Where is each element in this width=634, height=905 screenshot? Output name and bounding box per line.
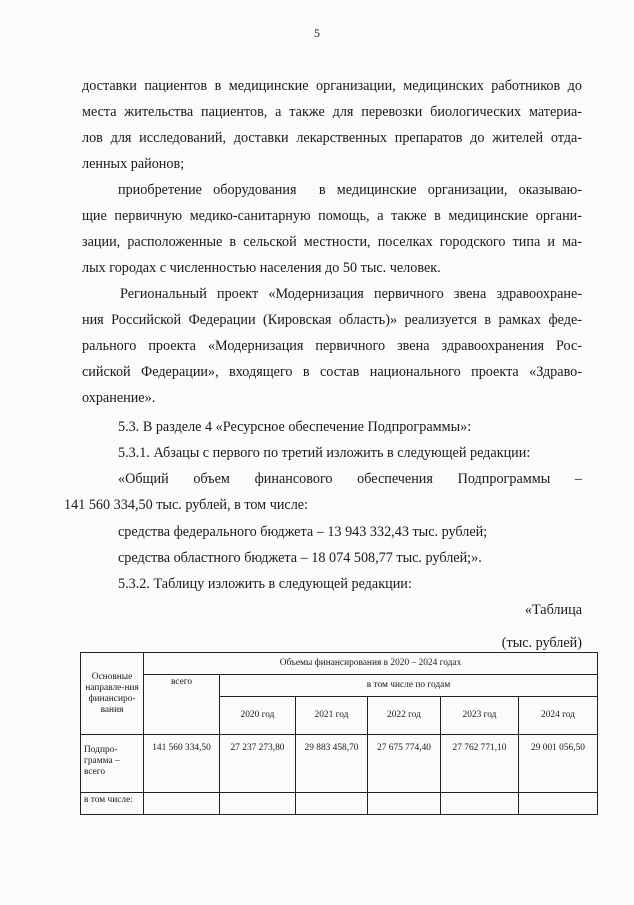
row-label: Подпро-грамма – всего — [81, 735, 144, 793]
section-heading: 5.3. В разделе 4 «Ресурсное обеспечение Подпрограммы»: — [118, 419, 472, 435]
text-line: ленных районов; — [82, 156, 185, 172]
units-label: (тыс. рублей) — [501, 635, 582, 651]
year-header: 2023 год — [441, 697, 519, 735]
cell-value — [519, 793, 598, 815]
table-label: «Таблица — [524, 602, 582, 618]
cell-value: 27 762 771,10 — [441, 735, 519, 793]
text-line: 5.3.1. Абзацы с первого по третий изложить в следующей редакции: — [118, 445, 531, 461]
table-row — [81, 735, 598, 793]
row-label: в том числе: — [81, 793, 144, 815]
cell-value: 29 883 458,70 — [296, 735, 368, 793]
year-header: 2022 год — [368, 697, 441, 735]
year-header: 2021 год — [296, 697, 368, 735]
cell-value — [296, 793, 368, 815]
text-line: щие первичную медико-санитарную помощь, а также в медицинские органи- — [82, 208, 582, 224]
cell-value — [368, 793, 441, 815]
cell-value — [220, 793, 296, 815]
text-line: места жительства пациентов, а также для перевозки биологических материа- — [82, 104, 582, 120]
table-row — [81, 793, 598, 815]
cell-value — [441, 793, 519, 815]
text-line: зации, расположенные в сельской местности, поселках городского типа и ма- — [82, 234, 582, 250]
text-line: лов для исследований, доставки лекарственных препаратов до жителей отда- — [82, 130, 582, 146]
text-line: «Общий объем финансового обеспечения Подпрограммы – — [118, 471, 582, 487]
text-line: охранение». — [82, 390, 156, 406]
text-line: 5.3.2. Таблицу изложить в следующей редакции: — [118, 576, 412, 592]
text-line: лых городах с численностью населения до 50 тыс. человек. — [82, 260, 441, 276]
text-line: средства федерального бюджета – 13 943 332,43 тыс. рублей; — [118, 524, 488, 540]
cell-value: 27 675 774,40 — [368, 735, 441, 793]
text-line: приобретение оборудования в медицинские организации, оказываю- — [118, 182, 582, 198]
group-header: Объемы финансирования в 2020 – 2024 годах — [144, 653, 598, 675]
financing-table — [80, 652, 598, 815]
text-line: доставки пациентов в медицинские организации, медицинских работников до — [82, 78, 582, 94]
row-total — [144, 793, 220, 815]
year-header: 2024 год — [519, 697, 598, 735]
text-line: рального проекта «Модернизация первичного звена здравоохранения Рос- — [82, 338, 582, 354]
page-number: 5 — [314, 26, 320, 40]
text-line: сийской Федерации», входящего в состав национального проекта «Здраво- — [82, 364, 582, 380]
by-year-header: в том числе по годам — [220, 675, 598, 697]
cell-value: 27 237 273,80 — [220, 735, 296, 793]
text-line: ния Российской Федерации (Кировская область)» реализуется в рамках феде- — [82, 312, 582, 328]
column-header-directions: Основные направле-ния финансиро-вания — [81, 653, 144, 735]
text-line: средства областного бюджета – 18 074 508,77 тыс. рублей;». — [118, 550, 482, 566]
text-line: 141 560 334,50 тыс. рублей, в том числе: — [64, 497, 309, 513]
total-header: всего — [144, 675, 220, 735]
row-total: 141 560 334,50 — [144, 735, 220, 793]
cell-value: 29 001 056,50 — [519, 735, 598, 793]
text-line: Региональный проект «Модернизация первичного звена здравоохране- — [120, 286, 582, 302]
year-header: 2020 год — [220, 697, 296, 735]
